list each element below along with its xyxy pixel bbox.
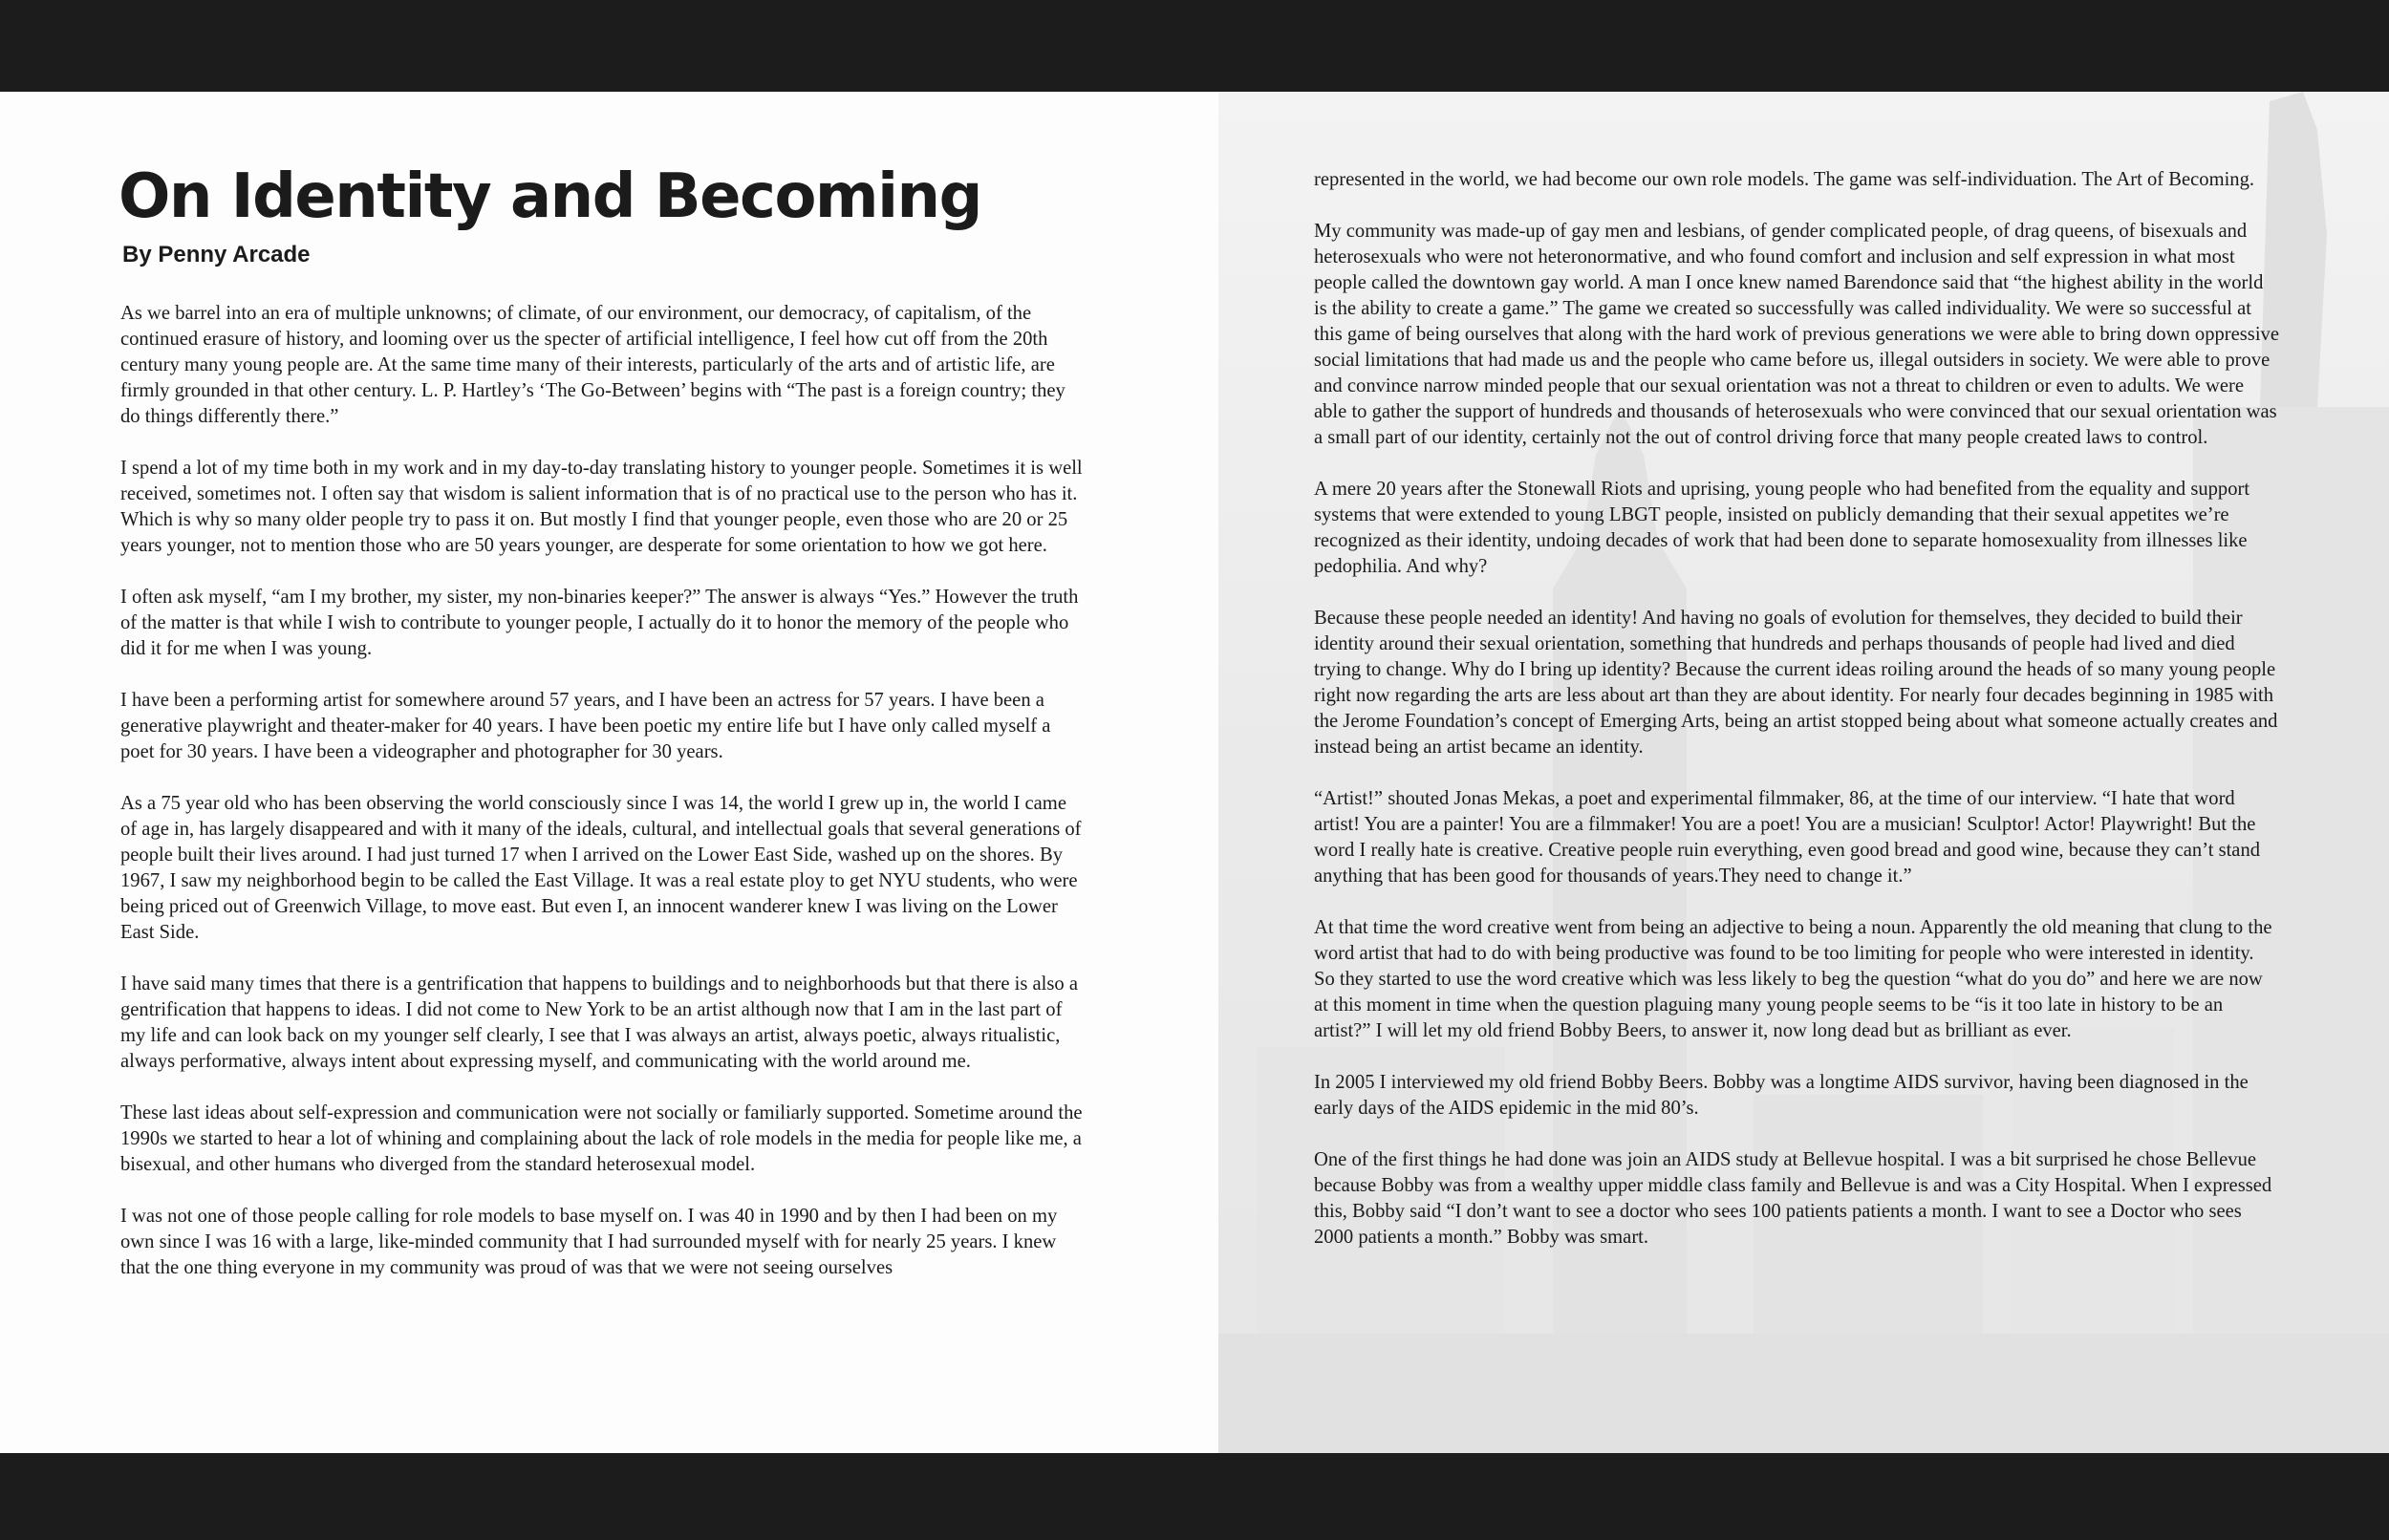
paragraph: As a 75 year old who has been observing the world consciously since I was 14, the world I grew up in, the world I came of age in, has largely disappeared and with it many of the ideals, cultural, and intellectual goals that several generations of people built their lives around. I had just turned 17 when I arrived on the Lower East Side, washed up on the shores. By 1967, I saw my neighborhood begin to be called the East Village. It was a real estate ploy to get NYU students, who were being priced out of Greenwich Village, to move east. But even I, an innocent wanderer knew I was living on the Lower East Side. <box>120 793 1082 943</box>
paragraph: I often ask myself, “am I my brother, my sister, my non-binaries keeper?” The answer is always “Yes.” However the truth of the matter is that while I wish to contribute to younger people, I actually do it to honor the memory of the people who did it for me when I was young. <box>120 587 1079 659</box>
paragraph: I was not one of those people calling for role models to base myself on. I was 40 in 1990 and by then I had been on my own since I was 16 with a large, like-minded community that I had surrounded myself with for nearly 25 years. I knew that the one thing everyone in my community was proud of was that we were not seeing ourselves <box>120 1206 1058 1278</box>
paragraph: “Artist!” shouted Jonas Mekas, a poet and experimental filmmaker, 86, at the time of our interview. “I hate that word artist! You are a painter! You are a filmmaker! You are a poet! You are a musician! Sculptor! Actor! Playwright! But the word I really hate is creative. Creative people ruin everything, even good bread and good wine, because they can’t stand anything that has been good for thousands of years.They need to change it.” <box>1314 788 2261 887</box>
left-page <box>0 92 1218 1453</box>
paragraph: My community was made-up of gay men and lesbians, of gender complicated people, of drag queens, of bisexuals and heterosexuals who were not heteronormative, and who found comfort and inclusion and self expression in what most people called the downtown gay world. A man I once knew named Barendonce said that “the highest ability in the world is the ability to create a game.” The game we created so successfully was called individuality. We were so successful at this game of being ourselves that along with the hard work of previous generations we were able to bring down oppressive social limitations that had made us and the people who came before us, illegal outsiders in society. We were able to prove and convince narrow minded people that our sexual orientation was not a threat to children or even to adults. We were able to gather the support of hundreds and thousands of heterosexuals who were convinced that our sexual orientation was a small part of our identity, certainly not the out of control driving force that many people created laws to control. <box>1314 221 2279 448</box>
paragraph: I have said many times that there is a gentrification that happens to buildings and to neighborhoods but that there is also a gentrification that happens to ideas. I did not come to New York to be an artist although now that I am in the last part of my life and can look back on my younger self clearly, I see that I was always an artist, always poetic, always ritualistic, always performative, always intent about expressing myself, and communicating with the world around me. <box>120 973 1078 1072</box>
paragraph: I spend a lot of my time both in my work and in my day-to-day translating history to younger people. Sometimes it is well received, sometimes not. I often say that wisdom is salient information that is of no practical use to the person who has it. Which is why so many older people try to pass it on. But mostly I find that younger people, even those who are 20 or 25 years younger, not to mention those who are 50 years younger, are desperate for some orientation to how we got here. <box>120 458 1083 556</box>
paragraph: Because these people needed an identity! And having no goals of evolution for themselves, they decided to build their identity around their sexual orientation, something that hundreds and perhaps thousands of people had lived and died trying to change. Why do I bring up identity? Because the current ideas roiling around the heads of so many young people right now regarding the arts are less about art than they are about identity. For nearly four decades beginning in 1985 with the Jerome Foundation’s concept of Emerging Arts, being an artist stopped being about what someone actually creates and instead being an artist became an identity. <box>1314 608 2278 758</box>
right-page <box>1218 92 2389 1453</box>
paragraph: represented in the world, we had become our own role models. The game was self-individuation. The Art of Becoming. <box>1314 169 2255 190</box>
right-text-column <box>1314 167 2279 1276</box>
paragraph: A mere 20 years after the Stonewall Riots and uprising, young people who had benefited from the equality and support systems that were extended to young LBGT people, insisted on publicly demanding that their sexual appetites we’re recognized as their identity, undoing decades of work that had been done to separate homosexuality from illnesses like pedophilia. And why? <box>1314 479 2250 577</box>
article-byline: By Penny Arcade <box>122 242 311 267</box>
paragraph: In 2005 I interviewed my old friend Bobby Beers. Bobby was a longtime AIDS survivor, having been diagnosed in the early days of the AIDS epidemic in the mid 80’s. <box>1314 1072 2249 1119</box>
top-black-bar <box>0 0 2389 92</box>
paragraph: These last ideas about self-expression and communication were not socially or familiarly supported. Sometime around the 1990s we started to hear a lot of whining and complaining about the lack of role models in the media for people like me, a bisexual, and other humans who diverged from the standard heterosexual model. <box>120 1102 1083 1175</box>
paragraph: As we barrel into an era of multiple unknowns; of climate, of our environment, our democracy, of capitalism, of the continued erasure of history, and looming over us the specter of artificial intelligence, I feel how cut off from the 20th century many young people are. At the same time many of their interests, particularly of the arts and of artistic life, are firmly grounded in that other century. L. P. Hartley’s ‘The Go-Between’ begins with “The past is a foreign country; they do things differently there.” <box>120 303 1065 427</box>
article-title: On Identity and Becoming <box>118 161 981 232</box>
paragraph: At that time the word creative went from being an adjective to being a noun. Apparently the old meaning that clung to the word artist that had to do with being productive was found to be too limiting for people who were interested in identity. So they started to use the word creative which was less likely to beg the question “what do you do” and here we are now at this moment in time when the question plaguing many young people seems to be “is it too late in history to be an artist?” I will let my old friend Bobby Beers, to answer it, now long dead but as brilliant as ever. <box>1314 917 2272 1041</box>
paragraph: One of the first things he had done was join an AIDS study at Bellevue hospital. I was a bit surprised he chose Bellevue because Bobby was from a wealthy upper middle class family and Bellevue is and was a City Hospital. When I expressed this, Bobby said “I don’t want to see a doctor who sees 100 patients patients a month. I want to see a Doctor who sees 2000 patients a month.” Bobby was smart. <box>1314 1149 2272 1248</box>
magazine-spread <box>0 92 2389 1453</box>
bottom-black-bar <box>0 1453 2389 1540</box>
left-text-column <box>120 301 1087 1307</box>
paragraph: I have been a performing artist for somewhere around 57 years, and I have been an actress for 57 years. I have been a generative playwright and theater-maker for 40 years. I have been poetic my entire life but I have only called myself a poet for 30 years. I have been a videographer and photographer for 30 years. <box>120 690 1051 762</box>
